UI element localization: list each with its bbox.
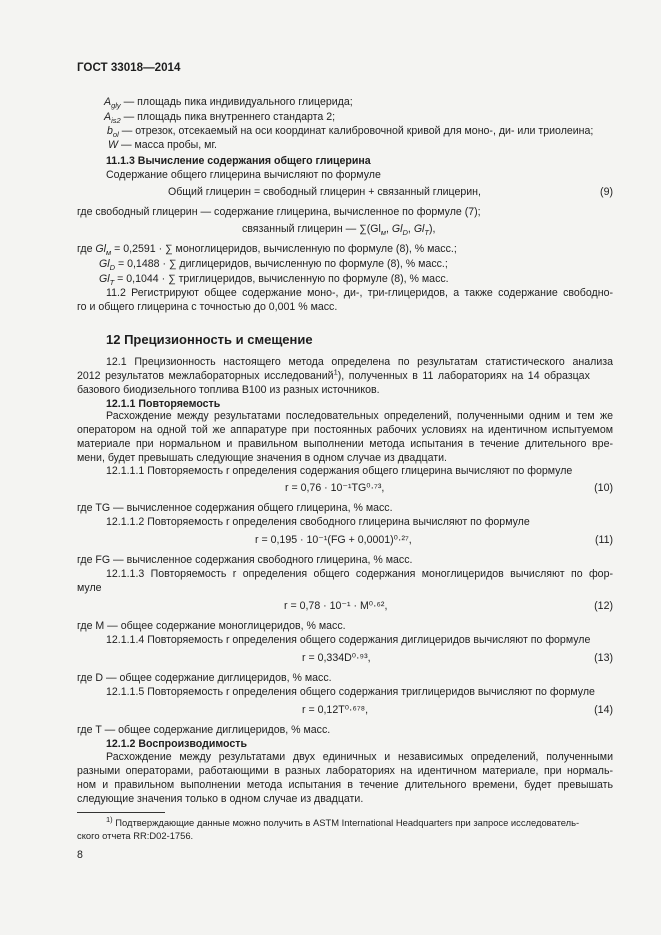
subsection-title-11-1-3: 11.1.3 Вычисление содержания общего глицерина (106, 155, 371, 167)
paragraph-12-1-cont: 2012 результатов межлабораторных исследований$^1$), полученных в 11 лабораториях на 14 образцах (77, 367, 590, 382)
paragraph: 12.1.1.3 Повторяемость r определения общего содержания моноглицеридов вычисляют по фор- (106, 568, 613, 580)
subsection-title-12-1-2: 12.1.2 Воспроизводимость (106, 738, 247, 750)
footnote-cont: ского отчета RR:D02-1756. (77, 830, 194, 841)
footnote-divider (77, 812, 165, 813)
equation-number: (9) (600, 186, 613, 198)
paragraph-12-1: 12.1 Прецизионность настоящего метода определена по результатам статистического анализа (106, 356, 613, 368)
paragraph: оператором на одной той же аппаратуре при постоянных рабочих условиях на идентичном испытуемом (77, 424, 613, 436)
equation-number: (13) (594, 652, 613, 664)
page-number: 8 (77, 849, 83, 861)
equation-number: (11) (594, 534, 613, 546)
equation-number: (12) (594, 600, 613, 612)
formula-12: r = 0,78 · 10⁻¹ · M⁰·⁶², (284, 600, 388, 612)
paragraph: муле (77, 582, 102, 594)
subsection-title-12-1-1: 12.1.1 Повторяемость (106, 398, 221, 410)
paragraph-11-2: 11.2 Регистрируют общее содержание моно-, ди-, три-глицеридов, а также содержание свободно- (106, 287, 613, 299)
formula-10: r = 0,76 · 10⁻¹TG⁰·⁷³, (285, 482, 385, 494)
paragraph: где D — общее содержание диглицеридов, % масс. (77, 672, 332, 684)
formula-bound-glycerin: связанный глицерин — $\sum(Gl_м$, $Gl_D$, $Gl_T$), (242, 223, 436, 238)
equation-number: (14) (594, 704, 613, 716)
paragraph: Расхождение между результатами двух единичных и независимых определений, полученными (106, 751, 613, 763)
definition-item: $b_{ol}$ — отрезок, отсекаемый на оси координат калибровочной кривой для моно-, ди- или триолеина; (107, 125, 594, 140)
equation-number: (10) (594, 482, 613, 494)
paragraph: где M — общее содержание моноглицеридов, % масс. (77, 620, 346, 632)
paragraph: где свободный глицерин — содержание глицерина, вычисленное по формуле (7); (77, 206, 481, 218)
paragraph: где TG — вычисленное содержания общего глицерина, % масс. (77, 502, 393, 514)
paragraph: Расхождение между результатами последовательных определений, полученными одним и тем же (106, 410, 613, 422)
paragraph: 12.1.1.1 Повторяемость r определения содержания общего глицерина вычисляют по формуле (106, 465, 573, 477)
definition-item: где $Gl_м = 0,2591$ · ∑ моноглицеридов, вычисленную по формуле (8), % масс.; (77, 243, 457, 258)
formula-11: r = 0,195 · 10⁻¹(FG + 0,0001)⁰·²⁷, (255, 534, 412, 546)
definition-item: $A_{gly}$ — площадь пика индивидуального глицерида; (104, 96, 353, 111)
definition-item: $A_{is2}$ — площадь пика внутреннего стандарта 2; (104, 111, 336, 126)
footnote: $^{1)}$ Подтверждающие данные можно получить в ASTM International Headquarters при запросе исследователь- (106, 814, 580, 828)
formula-13: r = 0,334D⁰·⁹³, (302, 652, 371, 664)
paragraph: где FG — вычисленное содержания свободного глицерина, % масс. (77, 554, 413, 566)
definition-item: W — масса пробы, мг. (108, 139, 217, 151)
definition-item: $Gl_D = 0,1488$ · ∑ диглицеридов, вычисленную по формуле (8), % масс.; (99, 258, 448, 273)
paragraph: разными операторами, работающими в разных лабораториях на идентичном материале, при нормаль- (77, 765, 613, 777)
document-header: ГОСТ 33018—2014 (77, 61, 181, 74)
footnote-ref: 1 (333, 367, 338, 377)
formula-9: Общий глицерин = свободный глицерин + связанный глицерин, (168, 186, 481, 198)
paragraph: материале при нормальном и правильном выполнении метода испытания в течение длительного вре- (77, 438, 613, 450)
paragraph: ном и правильном выполнении метода испытания в течение длительного времени, будет превышать (77, 779, 613, 791)
definition-item: $Gl_T = 0,1044$ · ∑ триглицеридов, вычисленную по формуле (8), % масс. (99, 273, 449, 288)
paragraph: 12.1.1.2 Повторяемость r определения свободного глицерина вычисляют по формуле (106, 516, 530, 528)
paragraph-11-2-cont: го и общего глицерина с точностью до 0,001 % масс. (77, 301, 338, 313)
paragraph: Содержание общего глицерина вычисляют по формуле (106, 169, 381, 181)
section-title-12: 12 Прецизионность и смещение (106, 332, 313, 347)
formula-14: r = 0,12T⁰·⁶⁷⁸, (302, 704, 369, 716)
paragraph: следующие значения только в одном случае из двадцати. (77, 793, 364, 805)
paragraph: 12.1.1.4 Повторяемость r определения общего содержания диглицеридов вычисляют по формуле (106, 634, 591, 646)
paragraph: мени, будет превышать следующие значения в одном случае из двадцати. (77, 452, 447, 464)
paragraph: где T — общее содержание диглицеридов, % масс. (77, 724, 331, 736)
paragraph-12-1-cont: базового биодизельного топлива В100 из разных источников. (77, 384, 380, 396)
paragraph: 12.1.1.5 Повторяемость r определения общего содержания триглицеридов вычисляют по формуле (106, 686, 595, 698)
